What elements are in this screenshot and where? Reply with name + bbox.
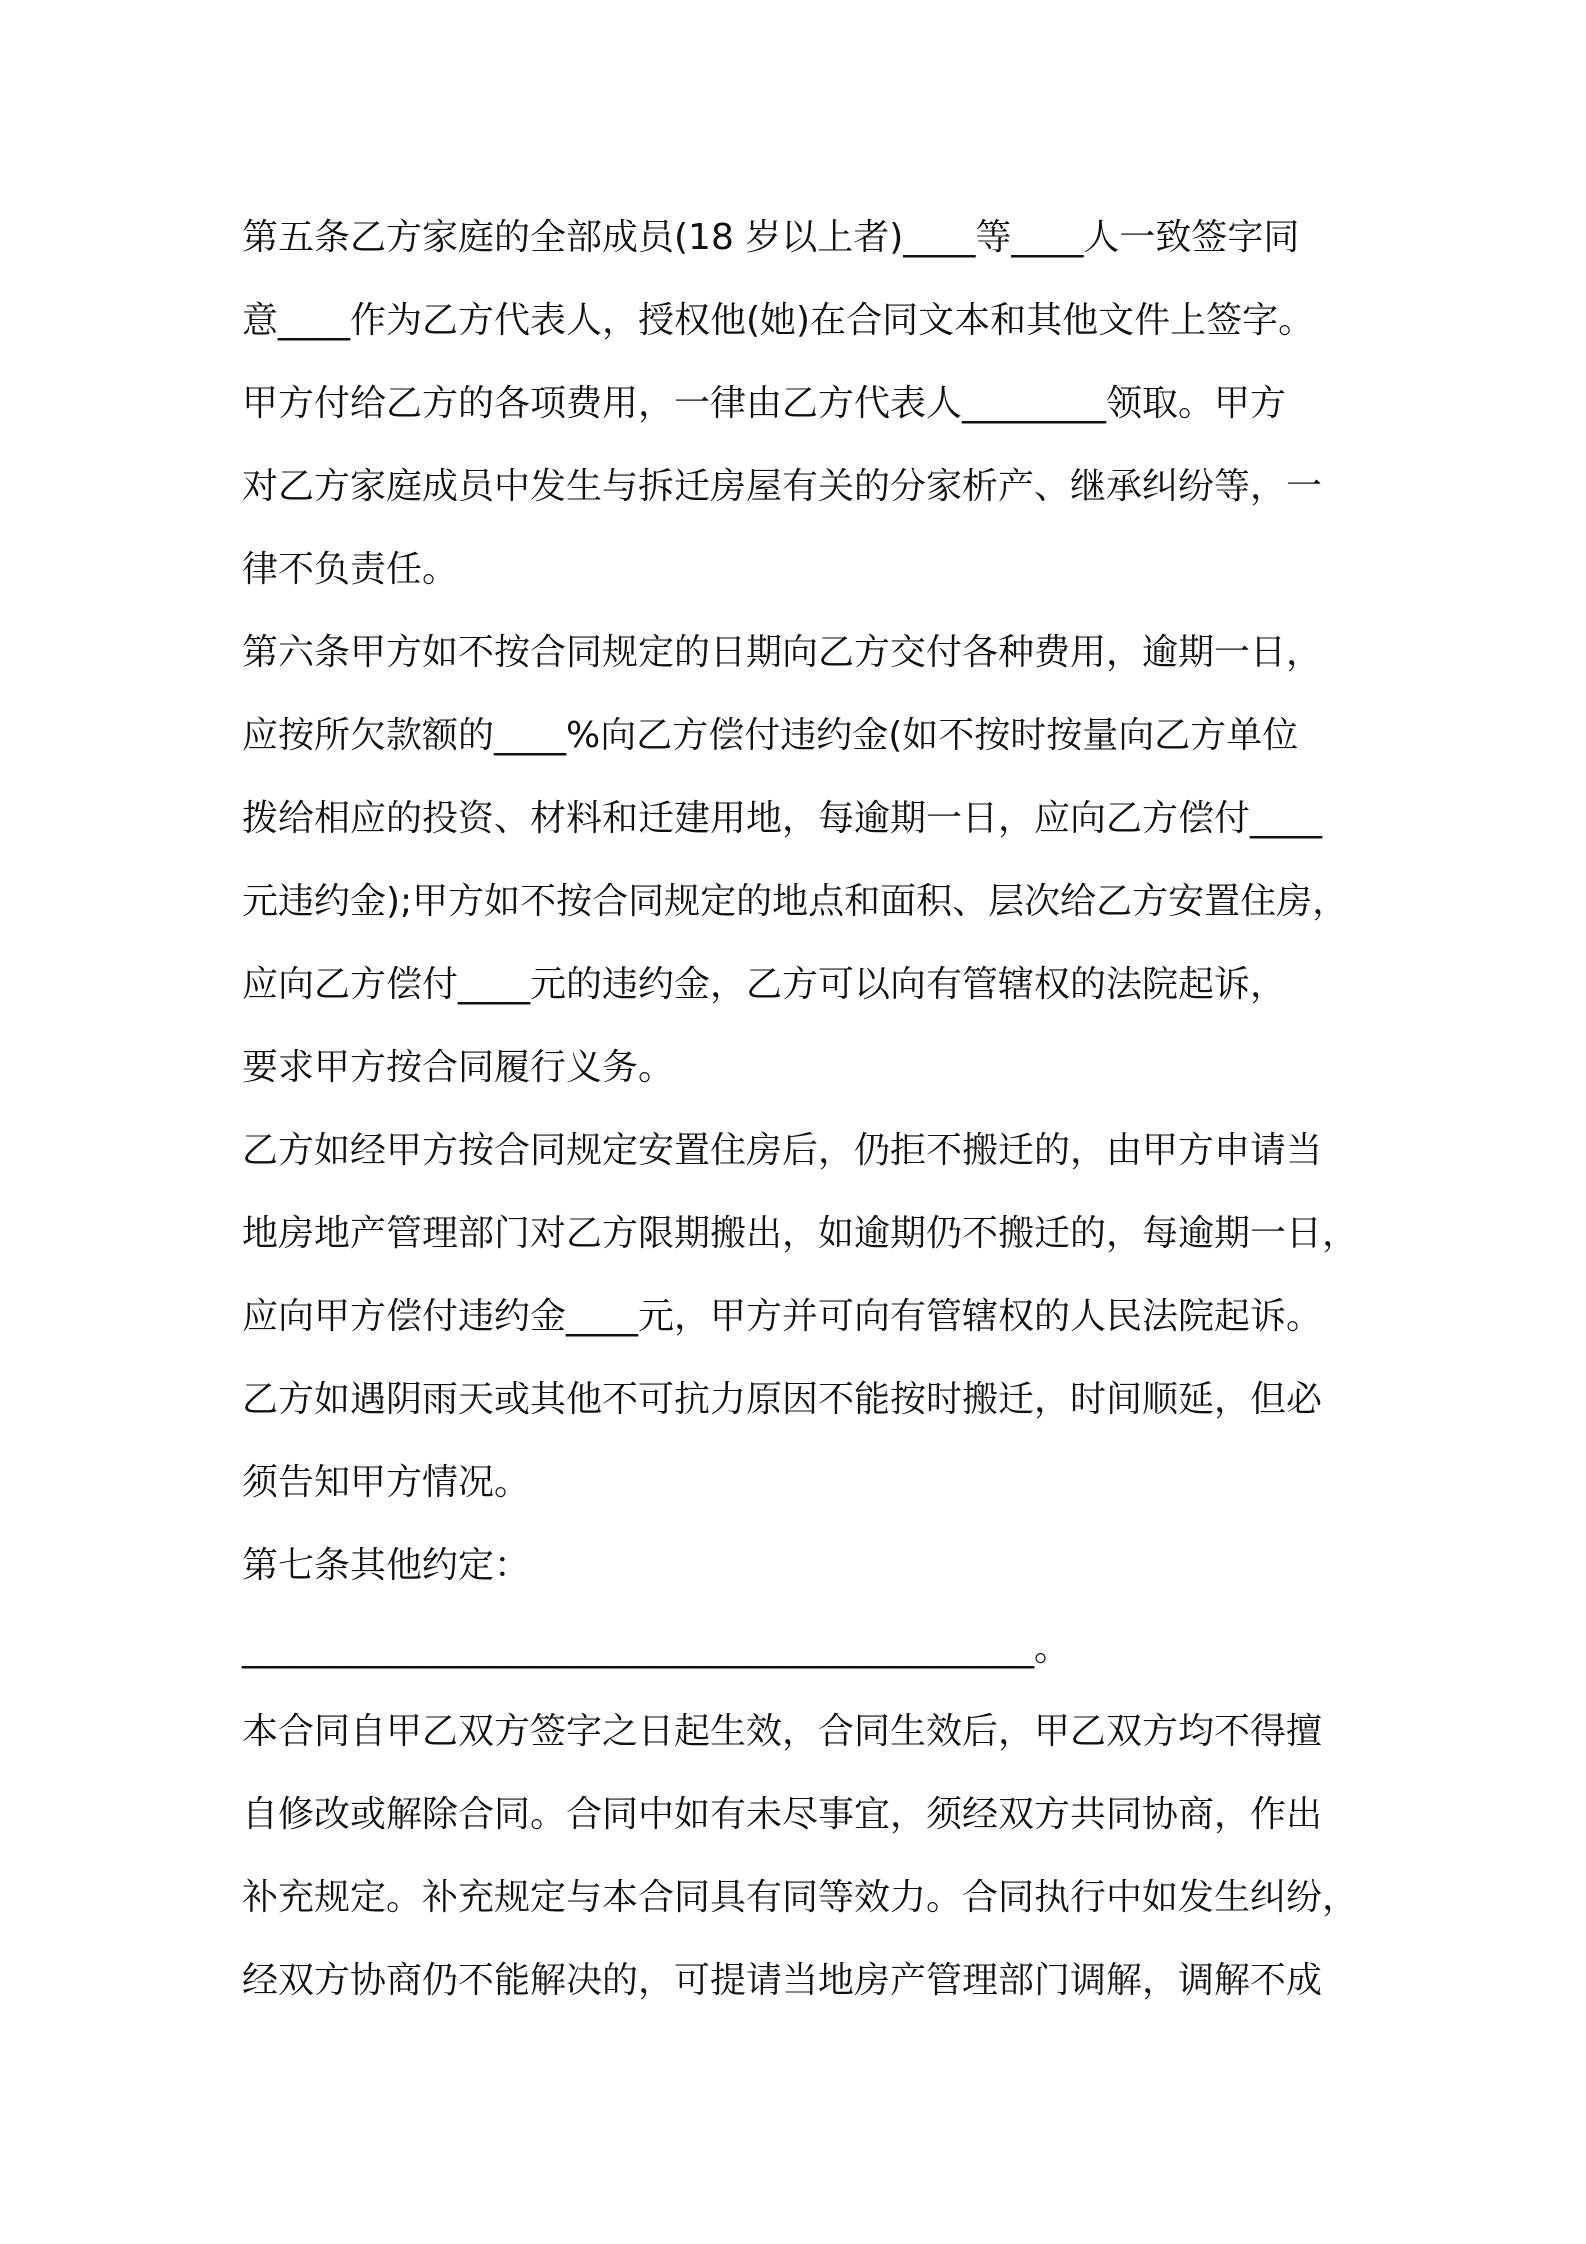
text-line: 第七条其他约定： <box>242 1545 531 1586</box>
text-line: ____________________________________________。 <box>242 1628 1070 1669</box>
text-line: 补充规定。补充规定与本合同具有同等效力。合同执行中如发生纠纷， <box>242 1877 1359 1918</box>
text-line: 第六条甲方如不按合同规定的日期向乙方交付各种费用，逾期一日， <box>242 632 1323 673</box>
text-line: 拨给相应的投资、材料和迁建用地，每逾期一日，应向乙方偿付____ <box>242 798 1323 839</box>
text-line: 元违约金);甲方如不按合同规定的地点和面积、层次给乙方安置住房， <box>242 881 1349 922</box>
text-line: 应向乙方偿付____元的违约金，乙方可以向有管辖权的法院起诉， <box>242 964 1287 1005</box>
text-line: 应向甲方偿付违约金____元，甲方并可向有管辖权的人民法院起诉。 <box>242 1296 1323 1337</box>
text-line: 对乙方家庭成员中发生与拆迁房屋有关的分家析产、继承纠纷等，一 <box>242 466 1323 507</box>
text-line: 须告知甲方情况。 <box>242 1462 531 1503</box>
text-line: 自修改或解除合同。合同中如有未尽事宜，须经双方共同协商，作出 <box>242 1794 1323 1835</box>
text-line: 要求甲方按合同履行义务。 <box>242 1047 675 1088</box>
text-line: 乙方如经甲方按合同规定安置住房后，仍拒不搬迁的，由甲方申请当 <box>242 1130 1323 1171</box>
text-line: 第五条乙方家庭的全部成员(18 岁以上者)____等____人一致签字同 <box>242 217 1300 258</box>
text-line: 律不负责任。 <box>242 549 459 590</box>
text-line: 意____作为乙方代表人，授权他(她)在合同文本和其他文件上签字。 <box>242 300 1315 341</box>
text-line: 本合同自甲乙双方签字之日起生效，合同生效后，甲乙双方均不得擅 <box>242 1711 1323 1752</box>
text-line: 经双方协商仍不能解决的，可提请当地房产管理部门调解，调解不成 <box>242 1960 1323 2001</box>
text-line: 乙方如遇阴雨天或其他不可抗力原因不能按时搬迁，时间顺延，但必 <box>242 1379 1323 1420</box>
text-line: 地房地产管理部门对乙方限期搬出，如逾期仍不搬迁的，每逾期一日， <box>242 1213 1359 1254</box>
document-body <box>242 196 1372 2022</box>
text-line: 应按所欠款额的____%向乙方偿付违约金(如不按时按量向乙方单位 <box>242 715 1299 756</box>
text-line: 甲方付给乙方的各项费用，一律由乙方代表人________领取。甲方 <box>242 383 1287 424</box>
